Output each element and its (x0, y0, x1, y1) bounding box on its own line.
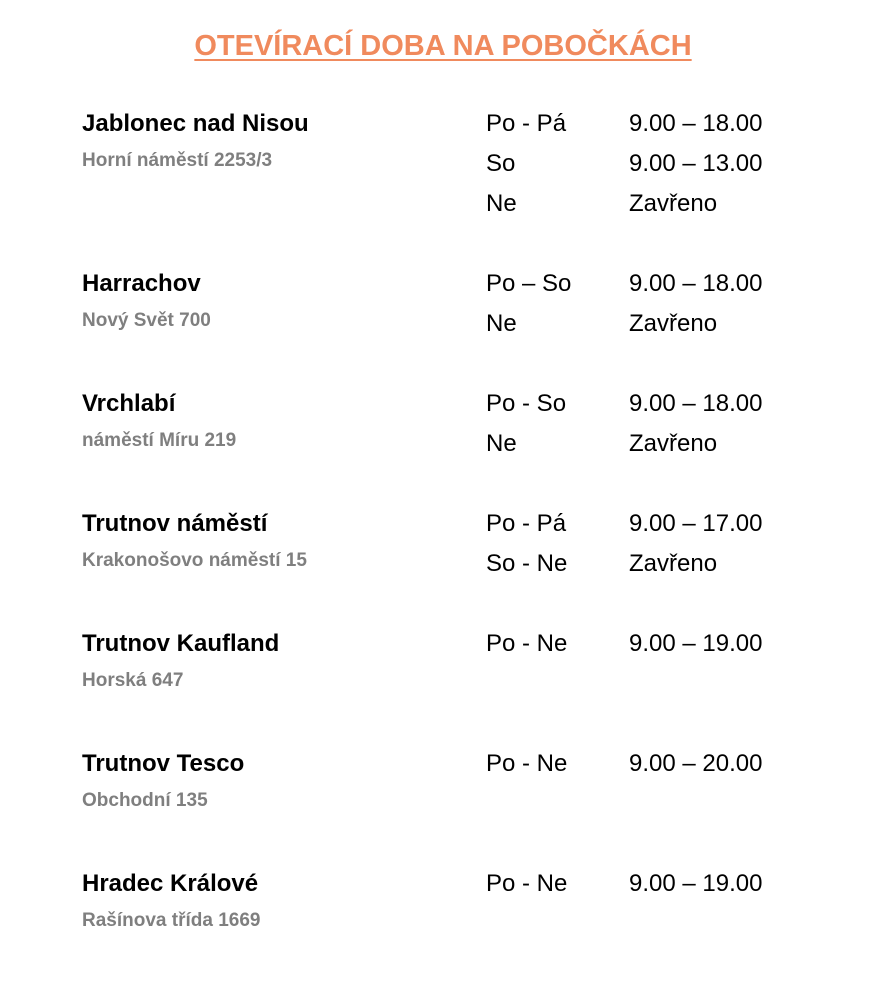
hours-time: 9.00 – 19.00 (629, 870, 763, 897)
hours-time: 9.00 – 18.00 (629, 390, 763, 417)
hours-row (0, 749, 886, 779)
branch-address: Krakonošovo náměstí 15 (82, 550, 307, 571)
hours-days: Po - Ne (486, 630, 568, 657)
hours-row (0, 149, 886, 179)
hours-time: Zavřeno (629, 430, 718, 457)
hours-row (0, 869, 886, 899)
hours-row (0, 629, 886, 659)
branch-name: Harrachov (82, 270, 201, 297)
hours-days: Po – So (486, 270, 572, 297)
hours-days: Po - Pá (486, 110, 567, 137)
branch-name: Hradec Králové (82, 870, 259, 897)
hours-days: Po - Pá (486, 510, 567, 537)
branch-address: Obchodní 135 (82, 790, 208, 811)
hours-days: Po - Ne (486, 870, 568, 897)
hours-time: 9.00 – 19.00 (629, 630, 763, 657)
branch-address: Horská 647 (82, 670, 184, 691)
branch-name: Vrchlabí (82, 390, 176, 417)
hours-row (0, 109, 886, 139)
page-title: OTEVÍRACÍ DOBA NA POBOČKÁCH (194, 30, 692, 62)
hours-row (0, 509, 886, 539)
hours-days: Ne (486, 310, 517, 337)
hours-row (0, 389, 886, 419)
hours-time: 9.00 – 13.00 (629, 150, 763, 177)
hours-time: Zavřeno (629, 550, 718, 577)
hours-days: Ne (486, 190, 517, 217)
hours-days: Po - So (486, 390, 567, 417)
hours-days: Ne (486, 430, 517, 457)
branch-address: Nový Svět 700 (82, 310, 211, 331)
hours-row (0, 429, 886, 459)
hours-row (0, 309, 886, 339)
branch-name: Trutnov náměstí (82, 510, 268, 537)
branch-name: Trutnov Kaufland (82, 630, 280, 657)
hours-days: So - Ne (486, 550, 568, 577)
branch-address: Horní náměstí 2253/3 (82, 150, 273, 171)
hours-time: Zavřeno (629, 190, 718, 217)
hours-days: Po - Ne (486, 750, 568, 777)
hours-time: 9.00 – 18.00 (629, 110, 763, 137)
branch-address: náměstí Míru 219 (82, 430, 237, 451)
branch-name: Trutnov Tesco (82, 750, 245, 777)
hours-time: 9.00 – 17.00 (629, 510, 763, 537)
hours-days: So (486, 150, 516, 177)
hours-time: 9.00 – 20.00 (629, 750, 763, 777)
hours-row (0, 189, 886, 219)
branch-name: Jablonec nad Nisou (82, 110, 309, 137)
branch-address: Rašínova třída 1669 (82, 910, 261, 931)
hours-time: 9.00 – 18.00 (629, 270, 763, 297)
hours-row (0, 269, 886, 299)
hours-time: Zavřeno (629, 310, 718, 337)
hours-row (0, 549, 886, 579)
